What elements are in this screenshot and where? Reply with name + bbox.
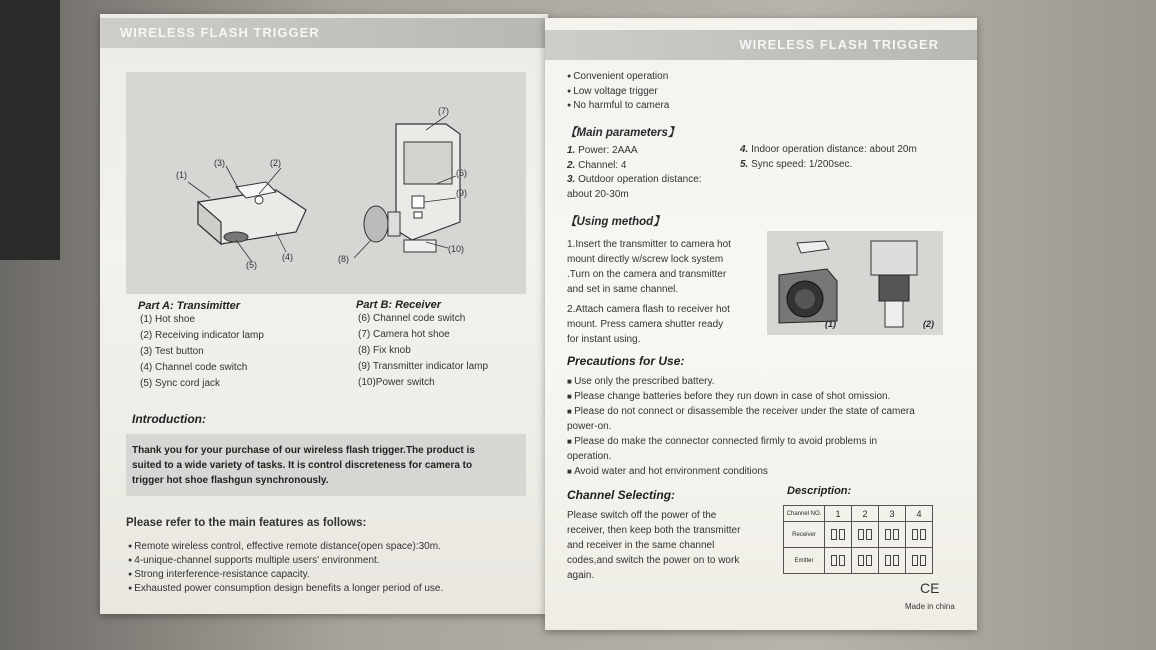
precautions-list (567, 374, 915, 479)
precaution-item: ■ Please do make the connector connected firmly to avoid problems in (567, 434, 915, 449)
part-a (138, 300, 264, 392)
part-a-item: (4) Channel code switch (140, 362, 248, 373)
channel-3: 3 (879, 506, 906, 522)
using-step-1 (567, 237, 731, 297)
label-10: (10) (448, 244, 465, 254)
introduction-line: suited to a wide variety of tasks. It is control discreteness for camera to (132, 460, 473, 471)
feature-item: ● Low voltage trigger (567, 85, 669, 100)
channel-selecting-text (567, 508, 740, 583)
label-2: (2) (270, 158, 281, 168)
params-left (567, 144, 702, 202)
part-b-item: (8) Fix knob (358, 345, 411, 356)
features-continued (567, 70, 669, 114)
channel-table (783, 505, 933, 574)
part-a-title: Part A: Transimitter (138, 300, 241, 312)
using-line: mount directly w/screw lock system (567, 254, 724, 265)
parameter-text: about 20-30m (567, 188, 629, 200)
parameter-item (567, 173, 702, 188)
using-line: mount. Press camera shutter ready (567, 319, 724, 330)
label-1: (1) (176, 170, 187, 180)
label-5: (5) (246, 260, 257, 270)
channel-line: receiver, then keep both the transmitter (567, 525, 741, 536)
label-8: (8) (338, 254, 349, 264)
dark-object (0, 0, 60, 260)
parameter-text: Sync speed: 1/200sec. (748, 158, 853, 170)
dip-switch-icon (852, 522, 879, 548)
dip-switch-icon (906, 548, 933, 574)
part-b-item: (7) Camera hot shoe (358, 329, 450, 340)
part-b (356, 299, 488, 391)
feature-item: ● Strong interference-resistance capacity. (128, 568, 443, 582)
introduction-line: trigger hot shoe flashgun synchronously. (132, 475, 329, 486)
part-a-item: (1) Hot shoe (140, 314, 196, 325)
using-line: and set in same channel. (567, 284, 679, 295)
camera-flash-illustration (767, 231, 943, 335)
channel-line: Please switch off the power of the (567, 510, 717, 521)
left-header: WIRELESS FLASH TRIGGER (100, 18, 548, 48)
ce-mark: CE (920, 580, 940, 596)
parameter-item (567, 159, 702, 174)
dip-switch-icon (879, 522, 906, 548)
part-a-item: (3) Test button (140, 346, 204, 357)
using-method-title: 【Using method】 (565, 216, 665, 228)
parameter-item (567, 188, 702, 203)
features-title: Please refer to the main features as follows: (126, 517, 367, 529)
part-a-item: (2) Receiving indicator lamp (140, 330, 264, 341)
channel-2: 2 (852, 506, 879, 522)
main-parameters-title: 【Main parameters】 (565, 127, 680, 139)
row-receiver-label: Receiver (784, 522, 825, 548)
channel-line: codes,and switch the power on to work (567, 555, 740, 566)
label-7: (7) (438, 106, 449, 116)
parameter-number: 5. (740, 158, 749, 170)
params-right (740, 143, 917, 172)
channel-line: and receiver in the same channel (567, 540, 715, 551)
label-6: (6) (456, 168, 467, 178)
part-b-list (356, 311, 488, 391)
row-emitter-label: Emitter (784, 548, 825, 574)
description-title: Description: (787, 485, 852, 497)
parts-diagram (126, 72, 526, 294)
channel-selecting-title: Channel Selecting: (567, 488, 676, 502)
channel-1: 1 (825, 506, 852, 522)
precaution-item: ■ Please do not connect or disassemble the receiver under the state of camera (567, 404, 915, 419)
using-fig-1: (1) (825, 319, 836, 329)
right-page (545, 18, 977, 630)
dip-switch-icon (825, 522, 852, 548)
dip-switch-icon (825, 548, 852, 574)
label-9: (9) (456, 188, 467, 198)
feature-item: ● 4-unique-channel supports multiple users' environment. (128, 554, 443, 568)
using-fig-2: (2) (923, 319, 934, 329)
part-b-item: (10)Power switch (358, 377, 435, 388)
parameter-text: Channel: 4 (575, 159, 627, 171)
using-line: .Turn on the camera and transmitter (567, 269, 727, 280)
using-line: 1.Insert the transmitter to camera hot (567, 239, 731, 250)
parameter-text: Power: 2AAA (575, 145, 638, 156)
made-in-china: Made in china (905, 602, 955, 611)
part-b-title: Part B: Receiver (356, 299, 441, 311)
features-list (128, 540, 443, 596)
feature-item: ● No harmful to camera (567, 99, 669, 114)
parameter-number: 4. (740, 144, 749, 155)
channel-4: 4 (906, 506, 933, 522)
parameter-text: Indoor operation distance: about 20m (748, 144, 917, 155)
parameter-text: Outdoor operation distance: (575, 174, 702, 185)
parameter-number: 2. (567, 159, 576, 171)
introduction-box (126, 434, 526, 496)
feature-item: ● Remote wireless control, effective remote distance(open space):30m. (128, 540, 443, 554)
using-step-2 (567, 302, 730, 347)
table-header-label: Channel NO. (784, 506, 825, 522)
introduction-text (126, 434, 526, 497)
parameter-number: 3. (567, 174, 576, 185)
precaution-item: operation. (567, 451, 612, 462)
part-a-item: (5) Sync cord jack (140, 378, 221, 389)
parameter-number: 1. (567, 145, 576, 156)
precaution-item: ■ Avoid water and hot environment conditions (567, 464, 915, 479)
dip-switch-icon (852, 548, 879, 574)
parameter-item (740, 143, 917, 158)
parameter-item (740, 158, 917, 173)
introduction-title: Introduction: (132, 412, 206, 426)
flash-trigger-illustration (126, 72, 526, 294)
left-page (100, 14, 548, 614)
label-4: (4) (282, 252, 293, 262)
part-a-list (138, 312, 264, 392)
introduction-line: Thank you for your purchase of our wireless flash trigger.The product is (132, 445, 475, 456)
dip-switch-icon (906, 522, 933, 548)
dip-switch-icon (879, 548, 906, 574)
feature-item: ● Exhausted power consumption design benefits a longer period of use. (128, 582, 443, 596)
right-header: WIRELESS FLASH TRIGGER (545, 30, 977, 60)
using-line: for instant using. (567, 334, 641, 345)
using-diagram (767, 231, 943, 335)
precautions-title: Precautions for Use: (567, 354, 685, 368)
parameter-item (567, 144, 702, 159)
part-b-item: (6) Channel code switch (358, 313, 466, 324)
using-line: 2.Attach camera flash to receiver hot (567, 304, 730, 315)
precaution-item: ■ Please change batteries before they run down in case of shot omission. (567, 389, 915, 404)
precaution-item: ■ Use only the prescribed battery. (567, 374, 915, 389)
precaution-item: power-on. (567, 421, 612, 432)
channel-line: again. (567, 570, 595, 581)
label-3: (3) (214, 158, 225, 168)
feature-item: ● Convenient operation (567, 70, 669, 85)
part-b-item: (9) Transmitter indicator lamp (358, 361, 489, 372)
